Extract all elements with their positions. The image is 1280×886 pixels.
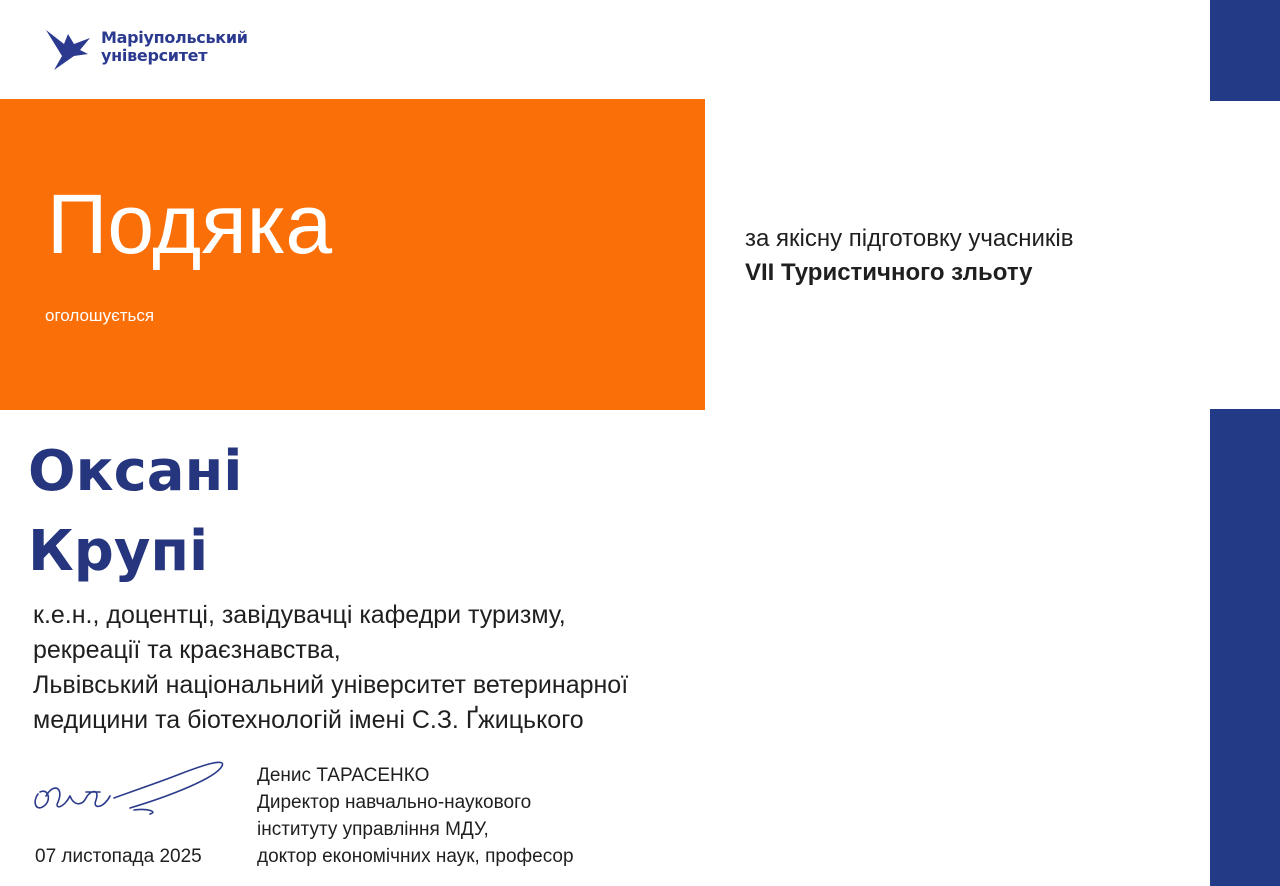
recipient-position [33, 598, 628, 738]
issue-date: 07 листопада 2025 [35, 846, 202, 867]
signatory-title: Директор навчально-наукового [257, 792, 532, 813]
logo-line-1: Маріупольський [101, 28, 248, 47]
award-reason [745, 222, 1074, 290]
position-line: медицини та біотехнологій імені С.З. Ґжицького [33, 706, 584, 734]
navy-bar-bottom [1210, 409, 1280, 886]
signatory-degree: доктор економічних наук, професор [257, 846, 574, 867]
recipient-first-name: Оксані [28, 439, 243, 504]
university-logo [44, 26, 254, 72]
signatory-block [257, 762, 574, 870]
position-line: к.е.н., доцентці, завідувачці кафедри туризму, [33, 601, 566, 629]
announced-text: оголошується [45, 306, 155, 325]
reason-line-2: VII Туристичного зльоту [745, 259, 1033, 286]
reason-line-1: за якісну підготовку учасників [745, 225, 1074, 252]
position-line: Львівський національний університет ветеринарної [33, 671, 629, 699]
signatory-name: Денис ТАРАСЕНКО [257, 765, 430, 786]
position-line: рекреації та краєзнавства, [33, 636, 341, 664]
navy-bar-top [1210, 0, 1280, 101]
logo-line-2: університет [101, 46, 208, 65]
handwritten-signature [30, 752, 230, 840]
logo-text [101, 29, 248, 65]
recipient-name [28, 432, 242, 592]
recipient-last-name: Крупі [28, 519, 209, 584]
dove-icon [44, 26, 94, 72]
certificate-title: Подяка [47, 177, 333, 271]
signatory-title: інституту управління МДУ, [257, 819, 489, 840]
